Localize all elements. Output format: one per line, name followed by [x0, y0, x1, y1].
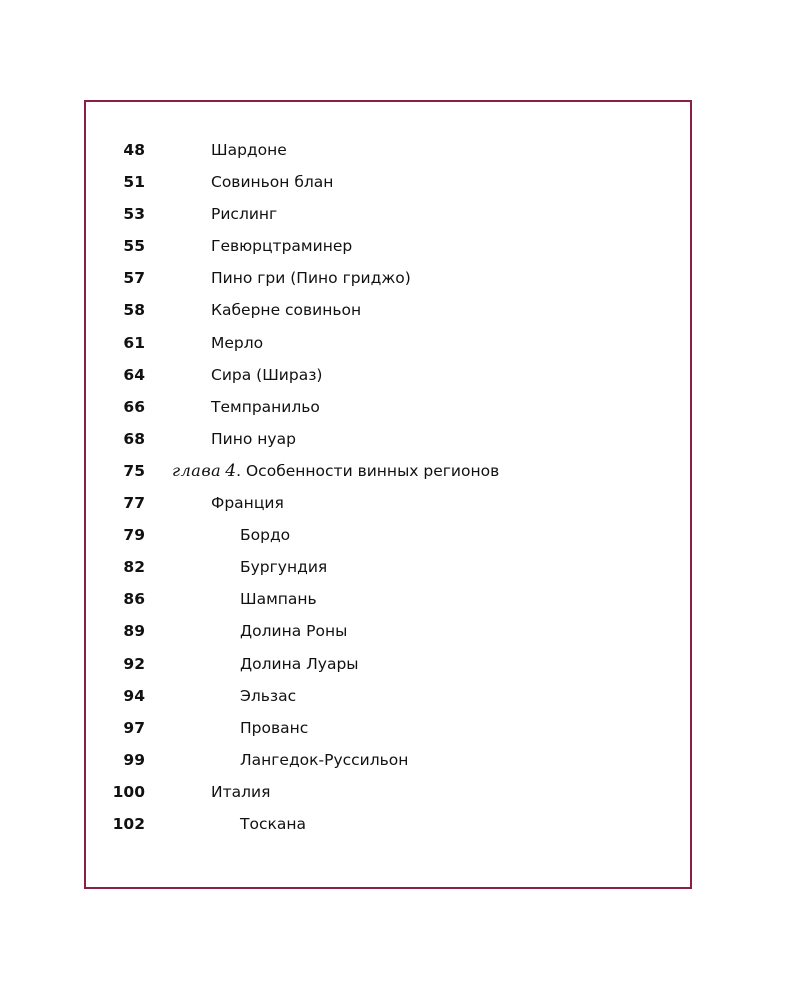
- toc-entry[interactable]: [84, 134, 692, 166]
- toc-title: Франция: [211, 494, 284, 513]
- toc-page-number: 51: [123, 173, 145, 192]
- toc-page-number: 57: [123, 269, 145, 288]
- toc-subentry[interactable]: [84, 615, 692, 647]
- toc-subentry[interactable]: [84, 680, 692, 712]
- chapter-label: глава: [172, 460, 222, 480]
- toc-title: Бургундия: [240, 558, 328, 577]
- toc-title: Сира (Шираз): [211, 365, 323, 384]
- toc-entry[interactable]: [84, 262, 692, 294]
- toc-entry[interactable]: [84, 487, 692, 519]
- toc-entry[interactable]: [84, 294, 692, 326]
- toc-page-number: 79: [123, 526, 145, 545]
- toc-page-number: 97: [123, 718, 145, 737]
- toc-page-number: 58: [123, 301, 145, 320]
- toc-title: Гевюрцтраминер: [211, 237, 353, 256]
- toc-page-number: 75: [123, 461, 145, 480]
- toc-entry[interactable]: [84, 359, 692, 391]
- toc-title: Долина Луары: [240, 654, 359, 673]
- toc-page-number: 86: [123, 590, 145, 609]
- toc-entry[interactable]: [84, 423, 692, 455]
- toc-page-number: 66: [123, 397, 145, 416]
- toc-subentry[interactable]: [84, 648, 692, 680]
- toc-subentry[interactable]: [84, 744, 692, 776]
- toc-title: Бордо: [240, 526, 291, 545]
- toc-page-number: 100: [112, 782, 145, 801]
- toc-title: Шардоне: [211, 141, 287, 159]
- toc-entry[interactable]: [84, 198, 692, 230]
- toc-page-number: 68: [123, 429, 145, 448]
- toc-title: Эльзас: [240, 686, 297, 705]
- toc-title: Италия: [211, 782, 271, 801]
- toc-title: Шампань: [240, 590, 317, 609]
- toc-page-number: 48: [123, 141, 145, 159]
- toc-page-number: 61: [123, 333, 145, 352]
- toc-title: Лангедок-Руссильон: [240, 750, 409, 769]
- toc-page-number: 64: [123, 365, 145, 384]
- toc-chapter-heading: [172, 455, 499, 487]
- toc-subentry[interactable]: [84, 551, 692, 583]
- toc-page-number: 102: [112, 814, 145, 833]
- toc-title: Пино нуар: [211, 429, 296, 448]
- toc-entry[interactable]: [84, 166, 692, 198]
- toc-page-number: 89: [123, 622, 145, 641]
- toc-page-number: 77: [123, 494, 145, 513]
- toc-title: Тоскана: [240, 814, 306, 833]
- chapter-number: 4: [225, 460, 237, 481]
- toc-chapter-entry[interactable]: [84, 455, 692, 487]
- chapter-dot: .: [236, 461, 242, 480]
- toc-title: Темпранильо: [211, 397, 320, 416]
- toc-page-number: 92: [123, 654, 145, 673]
- toc-subentry[interactable]: [84, 583, 692, 615]
- toc-title: Совиньон блан: [211, 173, 334, 192]
- toc-title: Пино гри (Пино гриджо): [211, 269, 411, 288]
- toc-title: Особенности винных регионов: [245, 461, 500, 480]
- toc-page-number: 82: [123, 558, 145, 577]
- toc-entry[interactable]: [84, 230, 692, 262]
- toc-subentry[interactable]: [84, 519, 692, 551]
- toc-title: Мерло: [211, 333, 264, 352]
- toc-page-number: 94: [123, 686, 145, 705]
- toc-title: Прованс: [240, 718, 309, 737]
- toc-entry[interactable]: [84, 776, 692, 808]
- table-of-contents: [84, 134, 692, 840]
- toc-page-number: 55: [123, 237, 145, 256]
- toc-page-number: 53: [123, 205, 145, 224]
- toc-title: Долина Роны: [240, 622, 348, 641]
- toc-subentry[interactable]: [84, 808, 692, 840]
- toc-entry[interactable]: [84, 327, 692, 359]
- toc-title: Каберне совиньон: [211, 301, 362, 320]
- toc-entry[interactable]: [84, 391, 692, 423]
- toc-subentry[interactable]: [84, 712, 692, 744]
- toc-title: Рислинг: [211, 205, 278, 224]
- toc-page-number: 99: [123, 750, 145, 769]
